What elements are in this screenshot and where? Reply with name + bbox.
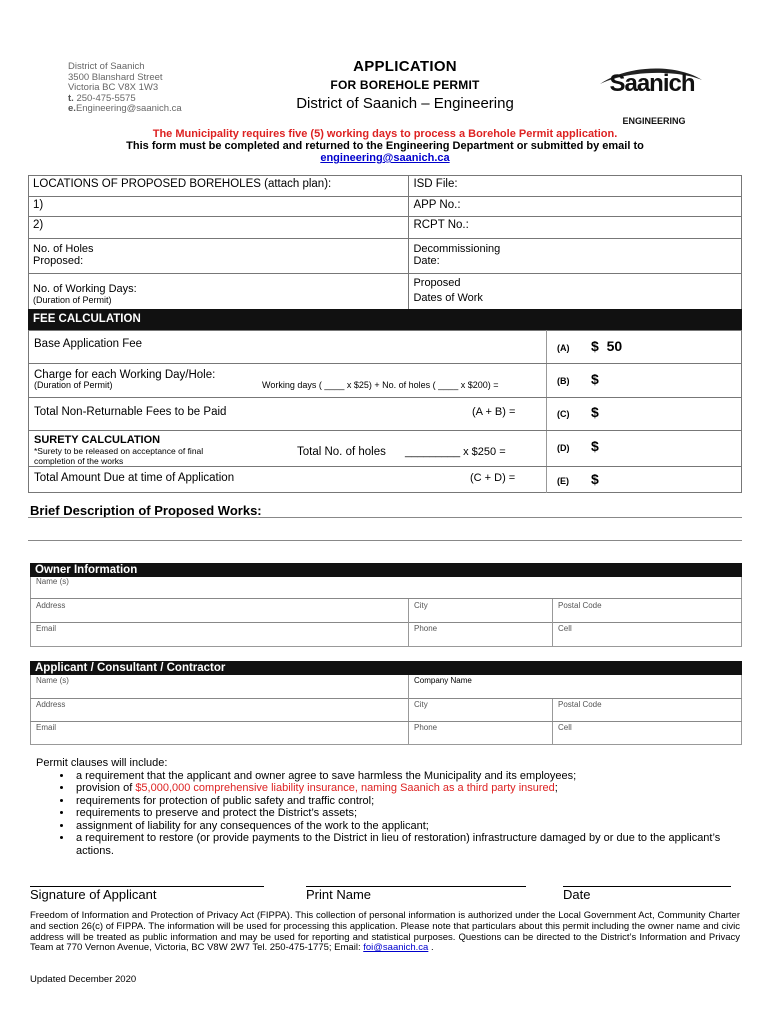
charge-formula[interactable]: Working days ( ____ x $25) + No. of holes ( ____ x $200) = — [262, 380, 499, 390]
working-days-sub: (Duration of Permit) — [33, 295, 112, 305]
clause-item: • requirements to preserve and protect the District’s assets; — [73, 807, 746, 820]
subtitle: FOR BOREHOLE PERMIT — [330, 78, 480, 92]
location-1-field[interactable]: 1) — [29, 197, 409, 217]
locations-table — [28, 175, 742, 310]
clauses-intro: Permit clauses will include: — [36, 757, 168, 769]
clause-item: • a requirement that the applicant and owner agree to save harmless the Municipality and its employees; — [73, 770, 746, 783]
charge-sub: (Duration of Permit) — [34, 380, 113, 390]
locations-heading: LOCATIONS OF PROPOSED BOREHOLES (attach plan): — [29, 176, 409, 197]
owner-address-label[interactable]: Address — [36, 601, 66, 610]
holes-total-label: Total No. of holes — [297, 446, 386, 458]
logo-subtitle: ENGINEERING — [622, 116, 686, 126]
applicant-address-row — [30, 699, 742, 722]
address-line: 3500 Blanshard Street — [68, 71, 163, 83]
working-days-field[interactable] — [29, 274, 409, 310]
address-line: District of Saanich — [68, 61, 145, 72]
holes-total-formula[interactable]: _________ x $250 = — [405, 446, 506, 458]
permit-clauses — [36, 757, 746, 857]
foi-email-link[interactable]: foi@saanich.ca — [363, 942, 429, 954]
divider — [28, 363, 742, 364]
email-prefix: e. — [68, 103, 76, 114]
applicant-info-heading: Applicant / Consultant / Contractor — [30, 661, 742, 675]
clause-item: • requirements for protection of public safety and traffic control; — [73, 795, 746, 808]
surety-note — [34, 446, 203, 466]
working-days-label: No. of Working Days: — [33, 283, 137, 295]
clause-item — [73, 782, 746, 795]
print-name-label: Print Name — [306, 887, 372, 902]
line-e-amount[interactable]: $ — [591, 471, 599, 487]
applicant-phone-label[interactable]: Phone — [414, 723, 438, 732]
base-fee-label: Base Application Fee — [34, 338, 143, 350]
dates-of-work-field[interactable] — [409, 274, 742, 310]
decommissioning-date-field[interactable] — [409, 239, 742, 274]
brief-description-line-1[interactable] — [28, 504, 742, 518]
isd-file-field[interactable]: ISD File: — [409, 176, 742, 197]
owner-info-heading: Owner Information — [30, 563, 742, 577]
signature-label: Signature of Applicant — [30, 887, 157, 902]
divider — [552, 599, 553, 647]
department: District of Saanich – Engineering — [296, 95, 514, 112]
brief-description-label: Brief Description of Proposed Works: — [30, 503, 262, 518]
processing-notice: The Municipality requires five (5) working days to process a Borehole Permit application. — [152, 128, 618, 140]
owner-postal-label[interactable]: Postal Code — [558, 601, 602, 610]
surety-note-line: completion of the works — [34, 456, 124, 466]
clause-text: provision of — [76, 782, 136, 794]
cd-formula: (C + D) = — [470, 472, 516, 484]
applicant-cell-label[interactable]: Cell — [558, 723, 572, 732]
rcpt-no-field[interactable]: RCPT No.: — [409, 217, 742, 239]
applicant-city-label[interactable]: City — [414, 700, 428, 709]
owner-name-field[interactable] — [30, 577, 742, 599]
holes-label: Proposed: — [33, 255, 84, 267]
decom-label: Date: — [413, 255, 440, 267]
divider — [28, 466, 742, 467]
base-fee-value: 50 — [606, 338, 623, 354]
applicant-email-label[interactable]: Email — [36, 723, 57, 732]
line-c-amount[interactable]: $ — [591, 404, 599, 420]
line-d-amount[interactable]: $ — [591, 438, 599, 454]
updated-date: Updated December 2020 — [30, 974, 137, 985]
saanich-logo — [598, 58, 706, 128]
applicant-name-label[interactable]: Name (s) — [36, 676, 69, 685]
app-no-field[interactable]: APP No.: — [409, 197, 742, 217]
dollar-sign: $ — [591, 338, 599, 354]
total-due-label: Total Amount Due at time of Application — [34, 472, 235, 484]
applicant-address-label[interactable]: Address — [36, 700, 66, 709]
logo-wordmark: Saanich — [609, 70, 695, 97]
line-a-amount — [591, 338, 622, 354]
surety-note-line: *Surety to be released on acceptance of final — [34, 446, 204, 456]
owner-name-label: Name (s) — [36, 577, 69, 586]
engineering-email-link[interactable]: engineering@saanich.ca — [320, 152, 450, 164]
municipal-address — [68, 62, 182, 115]
line-c-label: (C) — [557, 409, 570, 419]
phone-number: 250-475-5575 — [76, 92, 136, 104]
phone-prefix: t. — [68, 92, 74, 104]
nonreturnable-label: Total Non-Returnable Fees to be Paid — [34, 406, 227, 418]
fippa-end: . — [428, 942, 434, 954]
form-title — [240, 58, 570, 112]
line-b-amount[interactable]: $ — [591, 371, 599, 387]
line-d-label: (D) — [557, 443, 570, 453]
holes-label: No. of Holes — [33, 243, 94, 255]
owner-address-row — [30, 599, 742, 623]
title: APPLICATION — [353, 58, 457, 75]
brief-description-line-2[interactable] — [28, 524, 742, 541]
location-2-field[interactable]: 2) — [29, 217, 409, 239]
clause-item: • a requirement to restore (or provide payments to the District in lieu of restoration) infrastructure damaged by or due to the applicant’s actions. — [73, 832, 746, 857]
applicant-postal-label[interactable]: Postal Code — [558, 700, 602, 709]
divider — [28, 397, 742, 398]
dates-label: Dates of Work — [413, 292, 483, 304]
owner-email-label[interactable]: Email — [36, 624, 57, 633]
decom-label: Decommissioning — [413, 243, 501, 255]
divider — [546, 330, 547, 493]
divider — [408, 599, 409, 647]
clause-item: • assignment of liability for any consequences of the work to the applicant; — [73, 820, 746, 833]
surety-heading: SURETY CALCULATION — [34, 434, 161, 446]
fippa-text: Freedom of Information and Protection of Privacy Act (FIPPA). This collection of personal information is authorized under the Local Government Act, Community Charter and section 26(c) of FIPPA. The information will be used for processing this application. Please note that particulars about this permit including the owner name and civic address will be treated as public information and may be used for reporting and statistical purposes. Questions can be directed to the District’s Information and Privacy Team at 770 Vernon Avenue, Victoria, BC V8W 2W7 Tel. 250-475-1775; Email: — [30, 910, 740, 954]
fippa-notice — [30, 911, 740, 954]
date-label: Date — [563, 887, 591, 902]
contact-email: Engineering@saanich.ca — [75, 103, 182, 114]
insurance-requirement: $5,000,000 comprehensive liability insurance, naming Saanich as a third party insured — [135, 782, 555, 794]
charge-label: Charge for each Working Day/Hole: — [34, 369, 216, 381]
company-name-label[interactable]: Company Name — [414, 676, 472, 685]
address-line: Victoria BC V8X 1W3 — [68, 82, 159, 93]
holes-proposed-field[interactable] — [29, 239, 409, 274]
clause-text: ; — [554, 782, 558, 794]
line-a-label: (A) — [557, 343, 570, 353]
owner-cell-label[interactable]: Cell — [558, 624, 572, 633]
divider — [28, 430, 742, 431]
owner-city-label[interactable]: City — [414, 601, 428, 610]
dates-label: Proposed — [413, 277, 461, 289]
owner-phone-label[interactable]: Phone — [414, 624, 438, 633]
applicant-name-row — [30, 675, 742, 699]
ab-formula: (A + B) = — [472, 406, 516, 418]
submission-notice: This form must be completed and returned to the Engineering Department or submitted by email to — [126, 140, 644, 152]
fee-calculation-heading: FEE CALCULATION — [28, 309, 742, 330]
line-b-label: (B) — [557, 376, 570, 386]
line-e-label: (E) — [557, 476, 569, 486]
